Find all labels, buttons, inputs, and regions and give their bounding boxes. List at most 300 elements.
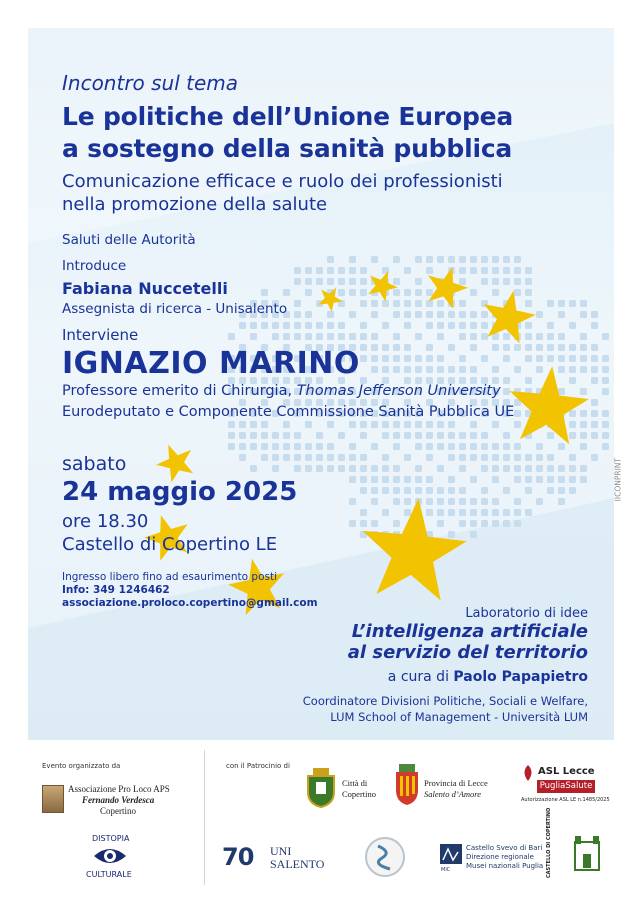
- map-dot: [459, 366, 466, 373]
- map-dot: [371, 366, 378, 373]
- map-dot: [536, 465, 543, 472]
- map-dot: [514, 267, 521, 274]
- map-dot: [437, 509, 444, 516]
- map-dot: [514, 366, 521, 373]
- map-dot: [580, 421, 587, 428]
- map-dot: [393, 487, 400, 494]
- map-dot: [371, 443, 378, 450]
- map-dot: [525, 289, 532, 296]
- map-dot: [283, 454, 290, 461]
- map-dot: [437, 256, 444, 263]
- map-dot: [459, 509, 466, 516]
- map-dot: [492, 267, 499, 274]
- map-dot: [525, 333, 532, 340]
- map-dot: [272, 432, 279, 439]
- map-dot: [470, 454, 477, 461]
- speaker-university: Thomas Jefferson University: [296, 383, 501, 399]
- map-dot: [470, 311, 477, 318]
- map-dot: [415, 476, 422, 483]
- map-dot: [448, 366, 455, 373]
- map-dot: [481, 465, 488, 472]
- city-crest-icon: [304, 768, 338, 808]
- map-dot: [470, 333, 477, 340]
- map-dot: [415, 421, 422, 428]
- map-dot: [536, 366, 543, 373]
- map-dot: [470, 267, 477, 274]
- map-dot: [360, 465, 367, 472]
- map-dot: [338, 333, 345, 340]
- map-dot: [569, 421, 576, 428]
- castle-copertino-text: CASTELLO DI COPERTINO: [546, 807, 552, 878]
- map-dot: [360, 289, 367, 296]
- map-dot: [327, 311, 334, 318]
- map-dot: [393, 344, 400, 351]
- map-dot: [327, 322, 334, 329]
- map-dot: [536, 443, 543, 450]
- distopia-line-2: CULTURALE: [86, 870, 132, 879]
- map-dot: [360, 476, 367, 483]
- map-dot: [459, 443, 466, 450]
- map-dot: [415, 443, 422, 450]
- map-dot: [393, 256, 400, 263]
- map-dot: [558, 498, 565, 505]
- unisalento-line-1: UNI: [270, 844, 292, 858]
- map-dot: [294, 311, 301, 318]
- map-dot: [569, 300, 576, 307]
- map-dot: [470, 432, 477, 439]
- map-dot: [448, 498, 455, 505]
- map-dot: [349, 421, 356, 428]
- circular-emblem-icon: [364, 836, 406, 878]
- map-dot: [404, 322, 411, 329]
- map-dot: [305, 267, 312, 274]
- map-dot: [426, 476, 433, 483]
- map-dot: [547, 355, 554, 362]
- map-dot: [492, 421, 499, 428]
- map-dot: [492, 344, 499, 351]
- map-dot: [492, 509, 499, 516]
- map-dot: [415, 300, 422, 307]
- map-dot: [327, 443, 334, 450]
- map-dot: [261, 322, 268, 329]
- lab-label: Laboratorio di idee: [465, 606, 588, 621]
- contact-email[interactable]: associazione.proloco.copertino@gmail.com: [62, 597, 318, 609]
- map-dot: [437, 443, 444, 450]
- map-dot: [393, 278, 400, 285]
- map-dot: [569, 355, 576, 362]
- map-dot: [382, 322, 389, 329]
- map-dot: [602, 421, 609, 428]
- map-dot: [569, 410, 576, 417]
- map-dot: [250, 322, 257, 329]
- map-dot: [360, 355, 367, 362]
- province-line-2: Salento d’Amore: [424, 789, 482, 799]
- map-dot: [503, 432, 510, 439]
- map-dot: [547, 465, 554, 472]
- map-dot: [228, 443, 235, 450]
- map-dot: [558, 355, 565, 362]
- map-dot: [503, 278, 510, 285]
- footer-divider: [204, 750, 205, 885]
- map-dot: [580, 366, 587, 373]
- map-dot: [360, 278, 367, 285]
- map-dot: [569, 487, 576, 494]
- map-dot: [525, 509, 532, 516]
- map-dot: [228, 432, 235, 439]
- map-dot: [591, 410, 598, 417]
- map-dot: [426, 344, 433, 351]
- map-dot: [382, 465, 389, 472]
- map-dot: [415, 289, 422, 296]
- map-dot: [250, 421, 257, 428]
- lab-title-1: L’intelligenza artificiale: [351, 621, 588, 642]
- map-dot: [580, 333, 587, 340]
- lab-curator: Paolo Papapietro: [453, 669, 588, 685]
- map-dot: [503, 267, 510, 274]
- map-dot: [316, 278, 323, 285]
- map-dot: [580, 465, 587, 472]
- map-dot: [459, 311, 466, 318]
- map-dot: [459, 498, 466, 505]
- map-dot: [404, 487, 411, 494]
- subtitle-line-1: Comunicazione efficace e ruolo dei professionisti: [62, 171, 503, 192]
- printer-credit: IICONPRINT: [613, 458, 622, 502]
- map-dot: [327, 421, 334, 428]
- map-dot: [437, 421, 444, 428]
- map-dot: [360, 267, 367, 274]
- map-dot: [294, 465, 301, 472]
- map-dot: [294, 322, 301, 329]
- map-dot: [338, 267, 345, 274]
- map-dot: [514, 344, 521, 351]
- map-dot: [525, 355, 532, 362]
- map-dot: [503, 487, 510, 494]
- map-dot: [481, 333, 488, 340]
- map-dot: [426, 487, 433, 494]
- map-dot: [591, 377, 598, 384]
- map-dot: [261, 443, 268, 450]
- map-dot: [360, 322, 367, 329]
- map-dot: [459, 454, 466, 461]
- map-dot: [415, 432, 422, 439]
- map-dot: [525, 344, 532, 351]
- speaker-role-1: [62, 383, 501, 399]
- map-dot: [393, 498, 400, 505]
- museum-line-1: Castello Svevo di Bari: [466, 844, 543, 852]
- map-dot: [569, 432, 576, 439]
- event-venue: Castello di Copertino LE: [62, 534, 278, 555]
- map-dot: [448, 487, 455, 494]
- map-dot: [294, 300, 301, 307]
- map-dot: [349, 311, 356, 318]
- map-dot: [426, 498, 433, 505]
- map-dot: [514, 289, 521, 296]
- event-time: ore 18.30: [62, 511, 149, 532]
- map-dot: [470, 498, 477, 505]
- map-dot: [327, 256, 334, 263]
- map-dot: [338, 454, 345, 461]
- map-dot: [261, 454, 268, 461]
- map-dot: [459, 278, 466, 285]
- map-dot: [591, 454, 598, 461]
- province-line-1: Provincia di Lecce: [424, 778, 488, 788]
- proloco-line-3: Copertino: [100, 806, 136, 816]
- map-dot: [415, 333, 422, 340]
- map-dot: [459, 432, 466, 439]
- map-dot: [294, 267, 301, 274]
- map-dot: [327, 333, 334, 340]
- asl-authorization: Autorizzazione ASL LE n.1485/2025: [521, 797, 610, 803]
- map-dot: [437, 498, 444, 505]
- map-dot: [536, 355, 543, 362]
- map-dot: [470, 443, 477, 450]
- map-dot: [503, 465, 510, 472]
- map-dot: [305, 421, 312, 428]
- asl-leaf-icon: [521, 764, 535, 782]
- map-dot: [580, 300, 587, 307]
- map-dot: [426, 256, 433, 263]
- map-dot: [547, 300, 554, 307]
- map-dot: [272, 465, 279, 472]
- map-dot: [503, 256, 510, 263]
- map-dot: [459, 300, 466, 307]
- map-dot: [547, 476, 554, 483]
- lab-role-2: LUM School of Management - Università LUM: [330, 710, 588, 724]
- map-dot: [514, 498, 521, 505]
- introducer-name: Fabiana Nuccetelli: [62, 279, 228, 298]
- lab-by: a cura di: [387, 669, 454, 685]
- map-dot: [393, 520, 400, 527]
- subtitle-line-2: nella promozione della salute: [62, 194, 328, 215]
- map-dot: [514, 443, 521, 450]
- map-dot: [492, 476, 499, 483]
- map-dot: [481, 498, 488, 505]
- city-line-1: Città di: [342, 778, 368, 788]
- map-dot: [426, 311, 433, 318]
- map-dot: [547, 487, 554, 494]
- map-dot: [371, 487, 378, 494]
- map-dot: [393, 355, 400, 362]
- map-dot: [371, 344, 378, 351]
- map-dot: [481, 278, 488, 285]
- map-dot: [393, 476, 400, 483]
- map-dot: [437, 311, 444, 318]
- map-dot: [426, 454, 433, 461]
- map-dot: [272, 333, 279, 340]
- event-date: 24 maggio 2025: [62, 477, 298, 507]
- map-dot: [470, 289, 477, 296]
- map-dot: [602, 377, 609, 384]
- map-dot: [316, 443, 323, 450]
- map-dot: [558, 366, 565, 373]
- map-dot: [448, 432, 455, 439]
- map-dot: [283, 432, 290, 439]
- map-dot: [327, 465, 334, 472]
- map-dot: [558, 476, 565, 483]
- map-dot: [470, 421, 477, 428]
- map-dot: [580, 476, 587, 483]
- event-day: sabato: [62, 453, 127, 475]
- map-dot: [338, 465, 345, 472]
- map-dot: [569, 465, 576, 472]
- map-dot: [602, 410, 609, 417]
- map-dot: [514, 454, 521, 461]
- map-dot: [371, 355, 378, 362]
- patronage-label: con il Patrocinio di: [226, 762, 290, 770]
- castle-logo-icon: [572, 832, 602, 872]
- map-dot: [250, 443, 257, 450]
- entry-note: Ingresso libero fino ad esaurimento posti: [62, 571, 278, 583]
- map-dot: [470, 509, 477, 516]
- info-phone: Info: 349 1246462: [62, 584, 170, 596]
- map-dot: [558, 300, 565, 307]
- map-dot: [426, 366, 433, 373]
- map-dot: [404, 476, 411, 483]
- map-dot: [536, 476, 543, 483]
- map-dot: [426, 355, 433, 362]
- map-dot: [228, 333, 235, 340]
- map-dot: [360, 487, 367, 494]
- map-dot: [349, 476, 356, 483]
- map-dot: [305, 454, 312, 461]
- map-dot: [371, 256, 378, 263]
- map-dot: [569, 366, 576, 373]
- map-dot: [591, 366, 598, 373]
- map-dot: [448, 256, 455, 263]
- unisalento-70: 70: [222, 843, 254, 871]
- map-dot: [327, 267, 334, 274]
- map-dot: [349, 267, 356, 274]
- map-dot: [294, 278, 301, 285]
- map-dot: [404, 344, 411, 351]
- map-dot: [283, 333, 290, 340]
- map-dot: [316, 333, 323, 340]
- introduce-label: Introduce: [62, 258, 127, 274]
- map-dot: [360, 509, 367, 516]
- map-dot: [514, 476, 521, 483]
- map-dot: [272, 322, 279, 329]
- map-dot: [305, 322, 312, 329]
- map-dot: [547, 432, 554, 439]
- map-dot: [558, 443, 565, 450]
- map-dot: [580, 388, 587, 395]
- map-dot: [547, 333, 554, 340]
- map-dot: [393, 300, 400, 307]
- map-dot: [437, 432, 444, 439]
- map-dot: [294, 443, 301, 450]
- map-dot: [393, 443, 400, 450]
- map-dot: [481, 432, 488, 439]
- map-dot: [514, 410, 521, 417]
- map-dot: [569, 344, 576, 351]
- map-dot: [492, 443, 499, 450]
- map-dot: [228, 421, 235, 428]
- map-dot: [272, 443, 279, 450]
- map-dot: [602, 333, 609, 340]
- map-dot: [283, 421, 290, 428]
- map-dot: [382, 344, 389, 351]
- map-dot: [316, 432, 323, 439]
- map-dot: [503, 454, 510, 461]
- map-dot: [404, 289, 411, 296]
- map-dot: [382, 454, 389, 461]
- lab-role-1: Coordinatore Divisioni Politiche, Sociali e Welfare,: [302, 694, 588, 708]
- map-dot: [382, 432, 389, 439]
- map-dot: [250, 465, 257, 472]
- map-dot: [261, 421, 268, 428]
- map-dot: [349, 465, 356, 472]
- unisalento-line-2: SALENTO: [270, 857, 325, 871]
- map-dot: [536, 454, 543, 461]
- map-dot: [272, 454, 279, 461]
- map-dot: [426, 300, 433, 307]
- map-dot: [481, 443, 488, 450]
- map-dot: [360, 454, 367, 461]
- museum-line-3: Musei nazionali Puglia: [466, 862, 544, 870]
- speaker-role-1a: Professore emerito di Chirurgia,: [62, 383, 297, 399]
- city-line-2: Copertino: [342, 789, 376, 799]
- map-dot: [448, 421, 455, 428]
- map-dot: [437, 520, 444, 527]
- map-dot: [426, 443, 433, 450]
- map-dot: [415, 487, 422, 494]
- map-dot: [404, 421, 411, 428]
- map-dot: [415, 366, 422, 373]
- map-dot: [437, 366, 444, 373]
- map-dot: [382, 366, 389, 373]
- map-dot: [261, 432, 268, 439]
- map-dot: [305, 333, 312, 340]
- map-dot: [591, 322, 598, 329]
- map-dot: [360, 300, 367, 307]
- map-dot: [437, 355, 444, 362]
- map-dot: [536, 311, 543, 318]
- map-dot: [349, 454, 356, 461]
- speaker-name: IGNAZIO MARINO: [62, 346, 360, 381]
- map-dot: [481, 355, 488, 362]
- map-dot: [569, 377, 576, 384]
- map-dot: [481, 454, 488, 461]
- map-dot: [426, 267, 433, 274]
- map-dot: [525, 322, 532, 329]
- map-dot: [360, 333, 367, 340]
- map-dot: [393, 432, 400, 439]
- map-dot: [503, 333, 510, 340]
- map-dot: [503, 509, 510, 516]
- map-dot: [558, 388, 565, 395]
- map-dot: [481, 311, 488, 318]
- map-dot: [514, 278, 521, 285]
- map-dot: [250, 432, 257, 439]
- map-dot: [305, 443, 312, 450]
- map-dot: [525, 487, 532, 494]
- map-dot: [514, 520, 521, 527]
- map-dot: [492, 520, 499, 527]
- map-dot: [437, 465, 444, 472]
- map-dot: [580, 410, 587, 417]
- map-dot: [404, 311, 411, 318]
- map-dot: [547, 454, 554, 461]
- proloco-line-1: Associazione Pro Loco APS: [68, 784, 170, 794]
- map-dot: [580, 443, 587, 450]
- map-dot: [503, 443, 510, 450]
- map-dot: [470, 322, 477, 329]
- map-dot: [448, 509, 455, 516]
- map-dot: [547, 322, 554, 329]
- map-dot: [459, 333, 466, 340]
- map-dot: [239, 322, 246, 329]
- map-dot: [349, 333, 356, 340]
